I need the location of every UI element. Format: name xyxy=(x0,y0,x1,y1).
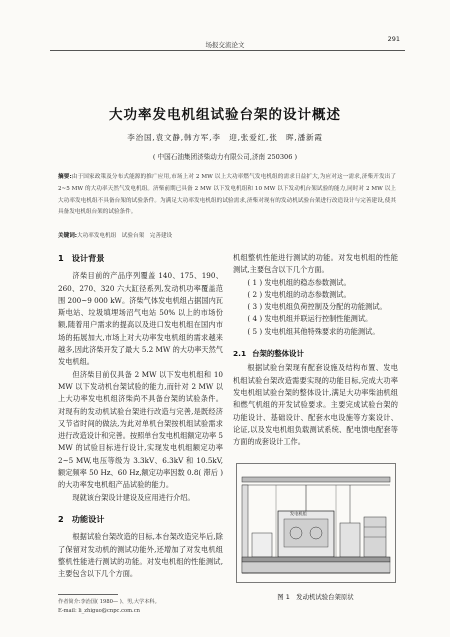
keywords-text: 大功率发电机组 试验台架 完善建设 xyxy=(77,233,173,239)
left-column xyxy=(58,252,223,579)
author-bio: 作者简介:李治国( 1980— )、男,大学本科。 xyxy=(58,599,160,605)
paragraph: 但济柴目前仅具备 2 MW 以下发电机组和 10 MW 以下发动机台架试验的能力,而针对 2 MW 以上大功率发电机组济柴尚不具备台架的试验条件。对现有的发动机试验台架进行改造与完善,是既经济又节省时间的做法,为此对单机台架按机组试验需求进行改造设计和完善。按照单台发电机组额定功率 5 MW 的试验目标进行设计,实现发电机组额定功率 2~5 MW,电压等级为 3.3kV、6.3kV 和 10.5kV,额定频率 50 Hz、60 Hz,额定功率因数 0.8( 滞后 )的大功率发电机组产品试验的能力。 xyxy=(58,369,223,490)
affiliation: ( 中国石油集团济柴动力有限公司,济南 250306 ) xyxy=(152,153,298,161)
section-heading xyxy=(58,513,223,525)
list-item: ( 4 ) 发电机组并联运行控制性能测试。 xyxy=(247,314,373,324)
section-title: 设计背景 xyxy=(71,253,105,263)
subsection-number: 2.1 xyxy=(233,349,247,359)
paragraph: 根据试验台架现有配套设施及结构布置、发电机组试验台架改造需要实现的功能目标,完成大功率发电机组试验台架的整体设计,满足大功率柴油机组和燃气机组的开发试验要求。主要完成试验台架的功能设计、基础设计、配套水电设施等方案设计、论证,以及发电机组负载测试系统、配电馈电配套等方面的成套设计工作。 xyxy=(233,363,398,447)
test-bench-drawing xyxy=(236,463,396,583)
paragraph-continued: 机组整机性能进行测试的功能。对发电机组的性能测试,主要包含以下几个方面。 xyxy=(233,253,398,275)
abstract xyxy=(58,172,396,219)
keywords xyxy=(58,231,396,239)
author-email: E-mail: li_zhiguo@cnpc.com.cn xyxy=(58,608,140,614)
paragraph: 根据试验台架改造的目标,本台架改造完毕后,除了保留对发动机的测试功能外,还增加了对发电机组整机性能进行测试的功能。对发电机组的性能测试,主要包含以下几个方面。 xyxy=(58,532,223,579)
keywords-label: 关键词: xyxy=(58,233,78,239)
section-heading xyxy=(58,252,223,264)
paper-title: 大功率发电机组试验台架的设计概述 xyxy=(109,107,341,123)
running-header: 场报交流论文 xyxy=(205,41,245,49)
section-title: 功能设计 xyxy=(71,513,105,524)
subsection-title: 台架的整体设计 xyxy=(252,349,304,359)
list-item: ( 1 ) 发电机组的稳态参数测试。 xyxy=(247,277,351,287)
footnote-rule xyxy=(58,594,118,595)
test-item-list xyxy=(233,277,398,338)
list-item: ( 3 ) 发电机组负荷控制及分配的功能测试。 xyxy=(247,302,387,312)
abstract-label: 摘要: xyxy=(58,174,72,180)
section-number: 2 xyxy=(58,513,64,524)
subsection-heading xyxy=(233,348,398,360)
figure-inner-label: 发电机组 xyxy=(290,511,307,516)
author-list: 李治国,袁文静,韩方军,李 迎,张爱红,张 晖,潘新霞 xyxy=(127,133,323,142)
list-item: ( 5 ) 发电机组其他特殊要求的功能测试。 xyxy=(247,326,380,336)
figure-1 xyxy=(236,463,396,583)
abstract-text: 由于国家政策及分布式能源的推广应用,市场上对 2 MW 以上大功率燃气发电机组的需求日益扩大,为应对这一需求,济柴开发出了 2~5 MW 的大功率天然气发电机组。济柴前期已具备 2 MW 以下发电机组和 10 MW 以下发动机台架试验的能力,同时对 2 MW 以上大功率发电机组不具备台架的试验条件。为满足大功率发电机组的试验需求,济柴对现有的发动机试验台架进行改造设计与完善建设,使其具备发电机组台架的试验条件。 xyxy=(58,174,396,216)
paragraph: 现就该台架设计建设及应用进行介绍。 xyxy=(72,492,195,502)
page-number: 291 xyxy=(387,35,400,43)
right-column xyxy=(233,252,398,448)
paragraph: 济柴目前的产品序列覆盖 140、175、190、260、270、320 六大缸径系列,发动机功率覆盖范围 200~9 000 kW。济柴气体发电机组占据国内瓦斯电站、垃圾填埋场沼气电站 50% 以上的市场份额,随着用户需求的提高以及进口发电机组在国内市场的拓展加大,市场上对大功率发电机组的需求越来越多,因此济柴开发了最大 5.2 MW 的大功率天然气发电机组。 xyxy=(58,271,223,367)
section-number: 1 xyxy=(58,253,64,263)
header-rule xyxy=(50,50,405,51)
list-item: ( 2 ) 发电机组的动态参数测试。 xyxy=(247,289,351,299)
figure-caption: 图 1 发动机试验台架原状 xyxy=(277,593,354,601)
footnote xyxy=(58,598,228,616)
